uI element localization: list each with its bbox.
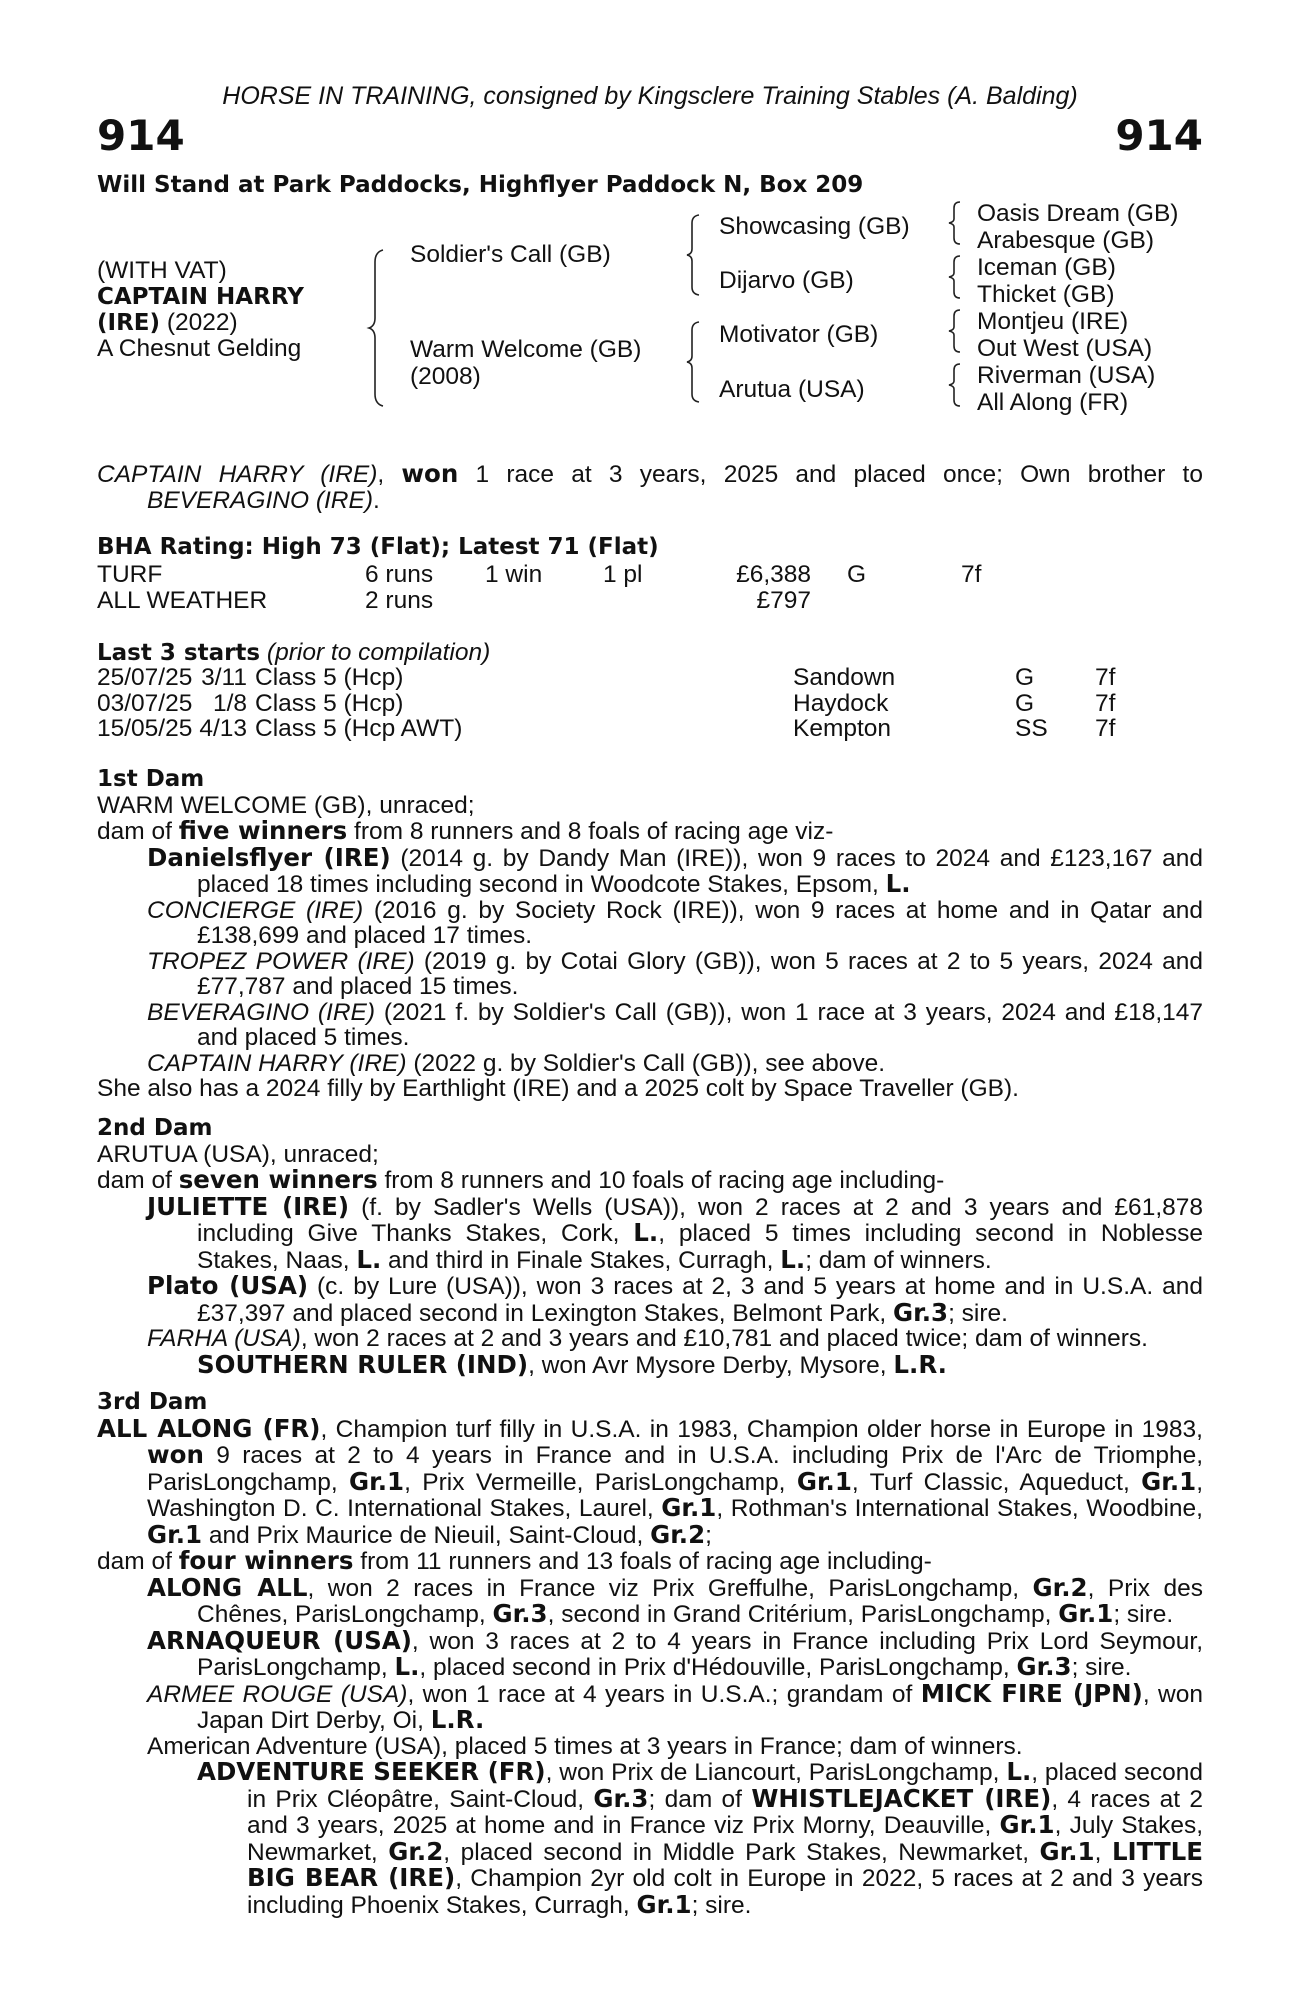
- start-going: G: [1015, 664, 1035, 691]
- rating-placed: [603, 588, 691, 614]
- catalogue-page: [97, 0, 1203, 2000]
- summary-line2: [97, 488, 1203, 514]
- start-going: SS: [1015, 715, 1048, 742]
- pedigree-dam-sire: Motivator (GB): [719, 321, 879, 348]
- brace-gen3-2: [949, 254, 963, 300]
- rating-prize: £6,388: [736, 561, 811, 588]
- pedigree-ds-sire: Montjeu (IRE): [977, 308, 1129, 335]
- rating-going: [847, 588, 961, 614]
- consignment-header: HORSE IN TRAINING, consigned by Kingsclere Training Stables (A. Balding): [222, 82, 1078, 110]
- third-dam-entry-5: ADVENTURE SEEKER (FR), won Prix de Liancourt, ParisLongchamp, L., placed second in Prix Cléopâtre, Saint-Cloud, Gr.3; dam of WHISTLEJACKET (IRE), 4 races at 2 and 3 years, 2025 at home and in France viz Prix Morny, Deauville, Gr.1, July Stakes, Newmarket, Gr.2, placed second in Middle Park Stakes, Newmarket, Gr.1, LITTLE BIG BEAR (IRE), Champion 2yr old colt in Europe in 2022, 5 races at 2 and 3 years including Phoenix Stakes, Curragh, Gr.1; sire.: [197, 1757, 1204, 1919]
- brace-gen3-4: [949, 362, 963, 408]
- start-distance: 7f: [1095, 689, 1116, 717]
- horse-description: A Chesnut Gelding: [97, 335, 302, 362]
- rating-surface: ALL WEATHER: [97, 586, 268, 614]
- third-dam-entry-1: ALONG ALL, won 2 races in France viz Prix Greffulhe, ParisLongchamp, Gr.2, Prix des Chênes, ParisLongchamp, Gr.3, second in Grand Critérium, ParisLongchamp, Gr.1; sire.: [147, 1572, 1203, 1628]
- last-starts-note: (prior to compilation): [260, 639, 491, 666]
- third-dam-winners: four winners: [178, 1546, 354, 1575]
- start-date: 25/07/25: [97, 664, 193, 691]
- start-course: Sandown: [793, 664, 896, 691]
- brace-gen2-top: [687, 213, 703, 297]
- first-dam-entry-4: BEVERAGINO (IRE) (2021 f. by Soldier's Call (GB)), won 1 race at 3 years, 2024 and £18,147 and placed 5 times.: [147, 998, 1203, 1051]
- first-dam-section: [97, 767, 1203, 1102]
- start-course: Haydock: [793, 689, 889, 717]
- horse-year: (2022): [160, 309, 238, 336]
- second-dam-entry-4: SOUTHERN RULER (IND), won Avr Mysore Derby, Mysore, L.R.: [197, 1349, 947, 1379]
- rating-distance: 7f: [961, 561, 982, 588]
- start-row: [97, 691, 1155, 717]
- pedigree-ss-dam: Arabesque (GB): [977, 227, 1155, 254]
- stand-location: Will Stand at Park Paddocks, Highflyer Paddock N, Box 209: [97, 172, 864, 198]
- first-dam-line: WARM WELCOME (GB), unraced;: [97, 791, 475, 819]
- second-dam-section: [97, 1116, 1203, 1378]
- third-dam-title: 3rd Dam: [97, 1389, 208, 1415]
- last-starts-table: [97, 665, 1155, 742]
- rating-runs: 2 runs: [365, 586, 434, 614]
- third-dam-damof: dam of four winners from 11 runners and 13 foals of racing age including-: [97, 1546, 932, 1575]
- bha-rating-title: BHA Rating: High 73 (Flat); Latest 71 (Flat): [97, 534, 659, 560]
- second-dam-entry-3: FARHA (USA), won 2 races at 2 and 3 years and £10,781 and placed twice; dam of winners.: [147, 1325, 1148, 1352]
- summary-horse-name: CAPTAIN HARRY (IRE): [97, 461, 378, 488]
- rating-wins: [485, 588, 603, 614]
- pedigree-sd-sire: Iceman (GB): [977, 254, 1116, 281]
- summary-text: 1 race at 3 years, 2025 and placed once; Own brother to: [458, 461, 1203, 488]
- horse-suffix: (IRE): [97, 310, 161, 336]
- rating-going: G: [847, 561, 867, 588]
- third-dam-entry-3: ARMEE ROUGE (USA), won 1 race at 4 years in U.S.A.; grandam of MICK FIRE (JPN), won Japan Dirt Derby, Oi, L.R.: [147, 1678, 1203, 1734]
- race-summary: [97, 461, 1203, 513]
- first-dam-damof: dam of five winners from 8 runners and 8 foals of racing age viz-: [97, 816, 834, 845]
- rating-distance: [961, 588, 1021, 614]
- second-dam-entry-1: JULIETTE (IRE) (f. by Sadler's Wells (USA)), won 2 races at 2 and 3 years and £61,878 including Give Thanks Stakes, Cork, L., placed 5 times including second in Noblesse Stakes, Naas, L. and third in Finale Stakes, Curragh, L.; dam of winners.: [147, 1191, 1203, 1274]
- summary-brother: BEVERAGINO (IRE): [147, 486, 373, 514]
- brace-gen2-bottom: [687, 320, 703, 404]
- rating-table: [97, 562, 1021, 613]
- rating-prize: £797: [756, 586, 811, 614]
- second-dam-line: ARUTUA (USA), unraced;: [97, 1140, 379, 1168]
- pedigree-ds-dam: Out West (USA): [977, 335, 1153, 362]
- horse-name-line1: CAPTAIN HARRY: [97, 284, 304, 310]
- pedigree-sd-dam: Thicket (GB): [977, 281, 1115, 308]
- start-course: Kempton: [793, 715, 892, 742]
- start-distance: 7f: [1095, 715, 1116, 742]
- pedigree-ss-sire: Oasis Dream (GB): [977, 200, 1179, 227]
- rating-placed: 1 pl: [603, 561, 643, 588]
- first-dam-entry-5: CAPTAIN HARRY (IRE) (2022 g. by Soldier's Call (GB)), see above.: [147, 1049, 886, 1077]
- summary-line1: CAPTAIN HARRY (IRE), won 1 race at 3 years, 2025 and placed once; Own brother to: [97, 459, 1203, 488]
- brace-gen3-1: [949, 200, 963, 246]
- start-class: Class 5 (Hcp): [255, 689, 404, 717]
- brace-gen1: [369, 248, 389, 408]
- lot-number-left: 914: [97, 111, 185, 160]
- second-dam-entry-2: Plato (USA) (c. by Lure (USA)), won 3 races at 2, 3 and 5 years at home and in U.S.A. and £37,397 and placed second in Lexington Stakes, Belmont Park, Gr.3; sire.: [147, 1271, 1204, 1327]
- start-row: [97, 716, 1155, 742]
- rating-surface: TURF: [97, 561, 163, 588]
- first-dam-title: 1st Dam: [97, 766, 205, 792]
- rating-row: [97, 588, 1021, 614]
- rating-row: [97, 562, 1021, 588]
- start-pos: 3/11: [201, 664, 247, 691]
- third-dam-section: [97, 1390, 1203, 1918]
- start-pos: 4/13: [199, 715, 247, 742]
- first-dam-entry-1: Danielsflyer (IRE) (2014 g. by Dandy Man (IRE)), won 9 races to 2024 and £123,167 and placed 18 times including second in Woodcote Stakes, Epsom, L.: [147, 842, 1204, 898]
- first-dam-winners: five winners: [178, 816, 348, 845]
- pedigree-dam: Warm Welcome (GB): [410, 336, 642, 363]
- pedigree-dam-dam: Arutua (USA): [719, 376, 865, 403]
- lot-number-right: 914: [1115, 111, 1203, 160]
- last-starts-title: Last 3 starts: [97, 640, 261, 666]
- first-dam-also: She also has a 2024 filly by Earthlight (IRE) and a 2025 colt by Space Traveller (GB).: [97, 1075, 1019, 1102]
- rating-wins: 1 win: [485, 561, 543, 588]
- second-dam-damof: dam of seven winners from 8 runners and 10 foals of racing age including-: [97, 1165, 945, 1194]
- third-dam-intro: ALL ALONG (FR), Champion turf filly in U.S.A. in 1983, Champion older horse in Europe in 1983, won 9 races at 2 to 4 years in France and in U.S.A. including Prix de l'Arc de Triomphe, ParisLongchamp, Gr.1, Prix Vermeille, ParisLongchamp, Gr.1, Turf Classic, Aqueduct, Gr.1, Washington D. C. International Stakes, Laurel, Gr.1, Rothman's International Stakes, Woodbine, Gr.1 and Prix Maurice de Nieuil, Saint-Cloud, Gr.2;: [97, 1413, 1203, 1549]
- start-date: 15/05/25: [97, 715, 193, 742]
- start-date: 03/07/25: [97, 689, 193, 717]
- pedigree-dam-year: (2008): [410, 363, 481, 390]
- pedigree-sire-dam: Dijarvo (GB): [719, 267, 854, 294]
- pedigree-sire: Soldier's Call (GB): [410, 241, 611, 268]
- start-going: G: [1015, 689, 1035, 717]
- rating-runs: 6 runs: [365, 561, 434, 588]
- third-dam-entry-2: ARNAQUEUR (USA), won 3 races at 2 to 4 years in France including Prix Lord Seymour, ParisLongchamp, L., placed second in Prix d'Hédouville, ParisLongchamp, Gr.3; sire.: [147, 1625, 1204, 1681]
- start-class: Class 5 (Hcp): [255, 664, 404, 691]
- pedigree-dd-sire: Riverman (USA): [977, 362, 1156, 389]
- summary-end: .: [372, 486, 380, 514]
- second-dam-title: 2nd Dam: [97, 1115, 213, 1141]
- start-class: Class 5 (Hcp AWT): [255, 715, 463, 742]
- summary-won: won: [401, 459, 459, 488]
- start-distance: 7f: [1095, 664, 1116, 691]
- third-dam-entry-4: American Adventure (USA), placed 5 times at 3 years in France; dam of winners.: [147, 1732, 1023, 1760]
- brace-gen3-3: [949, 308, 963, 354]
- vat-label: (WITH VAT): [97, 257, 227, 284]
- first-dam-entry-2: CONCIERGE (IRE) (2016 g. by Society Rock (IRE)), won 9 races at home and in Qatar and £138,699 and placed 17 times.: [147, 896, 1203, 949]
- start-pos: 1/8: [212, 689, 247, 717]
- horse-name-line2: [97, 310, 238, 336]
- pedigree-dd-dam: All Along (FR): [977, 389, 1129, 416]
- pedigree-sire-sire: Showcasing (GB): [719, 213, 910, 240]
- second-dam-winners: seven winners: [178, 1165, 378, 1194]
- start-row: [97, 665, 1155, 691]
- first-dam-entry-3: TROPEZ POWER (IRE) (2019 g. by Cotai Glory (GB)), won 5 races at 2 to 5 years, 2024 and £77,787 and placed 15 times.: [147, 947, 1203, 1000]
- last-starts-title-row: [97, 640, 1203, 667]
